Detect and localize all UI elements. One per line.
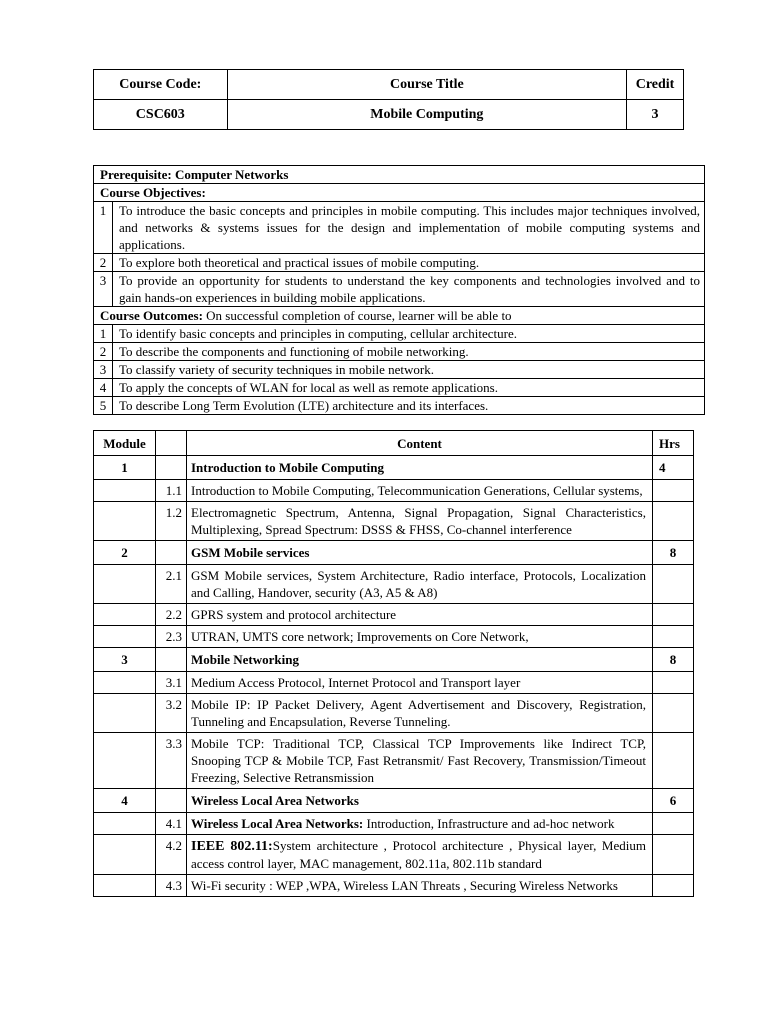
outcome-row — [94, 361, 705, 379]
outcome-number: 2 — [94, 343, 113, 361]
topic-number: 4.2 — [156, 835, 187, 875]
prerequisite: Prerequisite: Computer Networks — [94, 166, 705, 184]
topic-row — [94, 604, 694, 626]
outcome-row — [94, 379, 705, 397]
objective-row — [94, 254, 705, 272]
topic-text: GSM Mobile services, System Architecture, Radio interface, Protocols, Localization and Calling, Handover, security (A3, A5 & A8) — [187, 565, 653, 604]
topic-row — [94, 626, 694, 648]
syllabus-header-row — [94, 431, 694, 456]
topic-row — [94, 733, 694, 789]
topic-text: GPRS system and protocol architecture — [187, 604, 653, 626]
topic-row — [94, 565, 694, 604]
objective-number: 1 — [94, 202, 113, 254]
topic-number: 3.3 — [156, 733, 187, 789]
topic-row — [94, 672, 694, 694]
course-header-table — [93, 69, 684, 130]
module-hours: 4 — [653, 456, 694, 480]
module-title: GSM Mobile services — [187, 541, 653, 565]
topic-row — [94, 694, 694, 733]
outcomes-heading: Course Outcomes: — [100, 308, 203, 323]
topic-bold-label: IEEE 802.11: — [191, 839, 273, 854]
course-code: CSC603 — [94, 100, 228, 130]
content-heading: Content — [187, 431, 653, 456]
module-row — [94, 648, 694, 672]
outcomes-heading-cell — [94, 307, 705, 325]
topic-row — [94, 875, 694, 897]
outcome-number: 5 — [94, 397, 113, 415]
objective-number: 2 — [94, 254, 113, 272]
outcome-number: 3 — [94, 361, 113, 379]
topic-text: Mobile IP: IP Packet Delivery, Agent Advertisement and Discovery, Registration, Tunneling and Encapsulation, Reverse Tunneling. — [187, 694, 653, 733]
credit-heading: Credit — [627, 70, 684, 100]
hrs-heading: Hrs — [653, 431, 694, 456]
topic-text-cell — [187, 813, 653, 835]
module-hours: 8 — [653, 541, 694, 565]
outcome-text: To describe Long Term Evolution (LTE) architecture and its interfaces. — [113, 397, 705, 415]
module-row — [94, 456, 694, 480]
outcome-text: To identify basic concepts and principles in computing, cellular architecture. — [113, 325, 705, 343]
module-title: Wireless Local Area Networks — [187, 789, 653, 813]
topic-text: Electromagnetic Spectrum, Antenna, Signal Propagation, Signal Characteristics, Multiplexing, Spread Spectrum: DSSS & FHSS, Co-channel interference — [187, 502, 653, 541]
module-row — [94, 541, 694, 565]
objective-text: To introduce the basic concepts and principles in mobile computing. This includes major techniques involved, and networks & systems issues for the design and implementation of mobile computing systems and applications. — [113, 202, 705, 254]
syllabus-table — [93, 430, 694, 897]
topic-number: 1.2 — [156, 502, 187, 541]
module-hours: 6 — [653, 789, 694, 813]
outcome-text: To apply the concepts of WLAN for local as well as remote applications. — [113, 379, 705, 397]
module-hours: 8 — [653, 648, 694, 672]
topic-text: Medium Access Protocol, Internet Protocol and Transport layer — [187, 672, 653, 694]
module-row — [94, 789, 694, 813]
topic-number: 3.2 — [156, 694, 187, 733]
outcome-row — [94, 397, 705, 415]
topic-row — [94, 502, 694, 541]
course-code-heading: Course Code: — [94, 70, 228, 100]
objective-text: To explore both theoretical and practical issues of mobile computing. — [113, 254, 705, 272]
objective-row — [94, 202, 705, 254]
topic-number: 2.3 — [156, 626, 187, 648]
topic-text: Introduction, Infrastructure and ad-hoc network — [363, 816, 615, 831]
topic-row — [94, 480, 694, 502]
header-row — [94, 70, 684, 100]
outcome-number: 4 — [94, 379, 113, 397]
outcomes-intro: On successful completion of course, learner will be able to — [202, 308, 512, 323]
course-credit: 3 — [627, 100, 684, 130]
topic-text: Mobile TCP: Traditional TCP, Classical TCP Improvements like Indirect TCP, Snooping TCP & Mobile TCP, Fast Retransmit/ Fast Recovery, Transmission/Timeout Freezing, Selective Retransmission — [187, 733, 653, 789]
outcome-text: To describe the components and functioning of mobile networking. — [113, 343, 705, 361]
topic-text: Wi-Fi security : WEP ,WPA, Wireless LAN Threats , Securing Wireless Networks — [187, 875, 653, 897]
topic-text: Introduction to Mobile Computing, Telecommunication Generations, Cellular systems, — [187, 480, 653, 502]
module-number: 2 — [94, 541, 156, 565]
topic-text: UTRAN, UMTS core network; Improvements on Core Network, — [187, 626, 653, 648]
topic-text: System architecture , Protocol architecture , Physical layer, Medium access control layer, MAC management, 802.11a, 802.11b standard — [191, 838, 646, 871]
topic-row — [94, 813, 694, 835]
topic-number: 4.1 — [156, 813, 187, 835]
objective-text: To provide an opportunity for students to understand the key components and technologies involved and to gain hands-on experiences in building mobile applications. — [113, 272, 705, 307]
topic-number: 2.1 — [156, 565, 187, 604]
course-title: Mobile Computing — [227, 100, 626, 130]
outcome-text: To classify variety of security techniques in mobile network. — [113, 361, 705, 379]
course-row — [94, 100, 684, 130]
topic-text-cell — [187, 835, 653, 875]
topic-number: 1.1 — [156, 480, 187, 502]
objectives-heading: Course Objectives: — [94, 184, 705, 202]
topic-number: 3.1 — [156, 672, 187, 694]
outcome-number: 1 — [94, 325, 113, 343]
topic-bold-label: Wireless Local Area Networks: — [191, 816, 364, 831]
course-info-table — [93, 165, 705, 415]
outcome-row — [94, 325, 705, 343]
outcome-row — [94, 343, 705, 361]
module-title: Introduction to Mobile Computing — [187, 456, 653, 480]
objective-row — [94, 272, 705, 307]
module-number: 3 — [94, 648, 156, 672]
module-title: Mobile Networking — [187, 648, 653, 672]
topic-number: 2.2 — [156, 604, 187, 626]
module-number: 1 — [94, 456, 156, 480]
module-number: 4 — [94, 789, 156, 813]
topic-number: 4.3 — [156, 875, 187, 897]
course-title-heading: Course Title — [227, 70, 626, 100]
topic-row — [94, 835, 694, 875]
module-heading: Module — [94, 431, 156, 456]
objective-number: 3 — [94, 272, 113, 307]
